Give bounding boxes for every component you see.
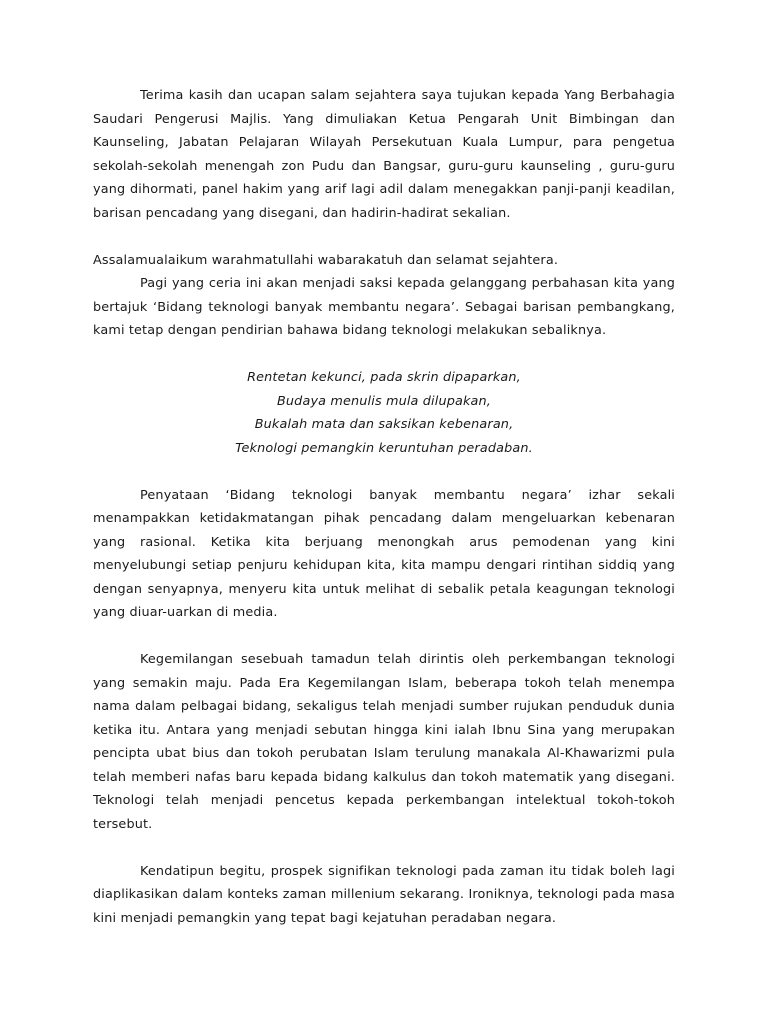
poem-line: Teknologi pemangkin keruntuhan peradaban. — [235, 440, 533, 456]
history-paragraph: Kegemilangan sesebuah tamadun telah dirintis oleh perkembangan teknologi yang semakin maju. Pada Era Kegemilangan Islam, beberapa tokoh telah menempa nama dalam pelbagai bidang, sekaligus telah menjadi sumber rujukan penduduk dunia ketika itu. Antara yang menjadi sebutan hingga kini ialah Ibnu Sina yang merupakan pencipta ubat bius dan tokoh perubatan Islam terulung manakala Al-Khawarizmi pula telah memberi nafas baru kepada bidang kalkulus dan tokoh matematik yang disegani. Teknologi telah menjadi pencetus kepada perkembangan intelektual tokoh-tokoh tersebut. — [93, 652, 675, 832]
conclusion-paragraph: Kendatipun begitu, prospek signifikan teknologi pada zaman itu tidak boleh lagi diaplikasikan dalam konteks zaman millenium sekarang. Ironiknya, teknologi pada masa kini menjadi pemangkin yang tepat bagi kejatuhan peradaban negara. — [93, 863, 675, 926]
paragraph-spacer — [93, 225, 675, 249]
poem-line: Budaya menulis mula dilupakan, — [276, 393, 492, 409]
paragraph-spacer — [93, 343, 675, 367]
greeting-line: Assalamualaikum warahmatullahi wabarakatuh dan selamat sejahtera. — [93, 252, 559, 268]
document-body — [93, 84, 675, 930]
poem-stanza — [93, 366, 675, 460]
poem-line: Bukalah mata dan saksikan kebenaran, — [254, 417, 514, 432]
paragraph-spacer — [93, 625, 675, 649]
intro-paragraph: Pagi yang ceria ini akan menjadi saksi kepada gelanggang perbahasan kita yang bertajuk ‘Bidang teknologi banyak membantu negara’. Sebagai barisan pembangkang, kami tetap dengan pendirian bahawa bidang teknologi melakukan sebaliknya. — [93, 276, 675, 338]
paragraph-spacer — [93, 836, 675, 860]
statement-paragraph: Penyataan ‘Bidang teknologi banyak membantu negara’ izhar sekali menampakkan ketidakmatangan pihak pencadang dalam mengeluarkan kebenaran yang rasional. Ketika kita berjuang menongkah arus pemodenan yang kini menyelubungi setiap penjuru kehidupan kita, kita mampu dengari rintihan siddiq yang dengan senyapnya, menyeru kita untuk melihat di sebalik petala keagungan teknologi yang diuar-uarkan di media. — [93, 487, 675, 620]
paragraph-spacer — [93, 460, 675, 484]
poem-line: Rentetan kekunci, pada skrin dipaparkan, — [247, 370, 521, 385]
opening-paragraph: Terima kasih dan ucapan salam sejahtera saya tujukan kepada Yang Berbahagia Saudari Pengerusi Majlis. Yang dimuliakan Ketua Pengarah Unit Bimbingan dan Kaunseling, Jabatan Pelajaran Wilayah Persekutuan Kuala Lumpur, para pengetua sekolah-sekolah menengah zon Pudu dan Bangsar, guru-guru kaunseling , guru-guru yang dihormati, panel hakim yang arif lagi adil dalam menegakkan panji-panji keadilan, barisan pencadang yang disegani, dan hadirin-hadirat sekalian. — [93, 88, 675, 221]
